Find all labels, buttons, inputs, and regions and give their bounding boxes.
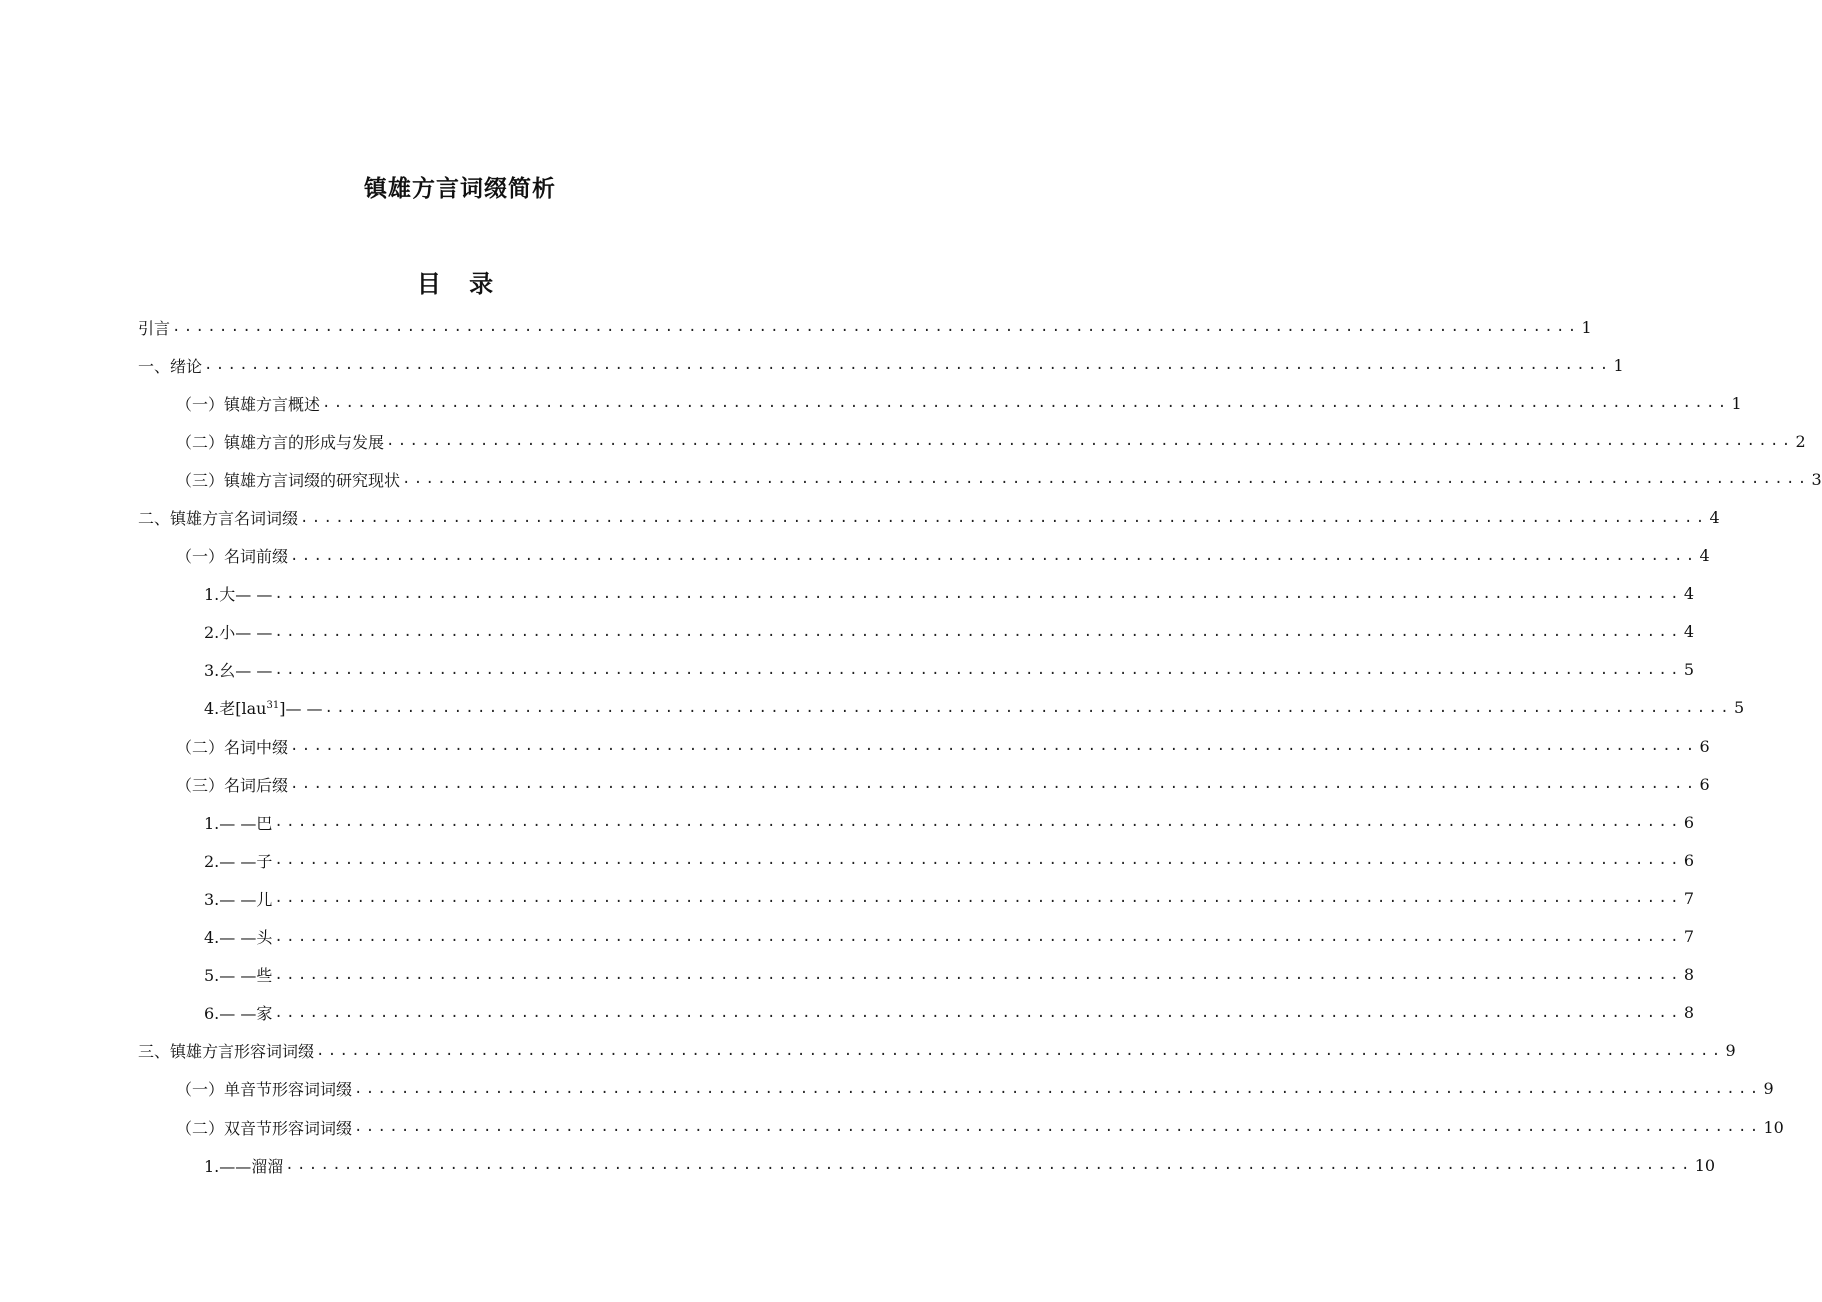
toc-dot-leader: ........................................................................................................................ [290, 547, 1698, 564]
toc-entry-label: 6.— —家 [204, 1004, 273, 1024]
toc-entry-label: 引言 [138, 318, 171, 338]
toc-entry-label: （一）单音节形容词词缀 [176, 1080, 353, 1100]
toc-entry-label: （三）镇雄方言词缀的研究现状 [176, 470, 401, 490]
toc-dot-leader: ........................................................................................................................ [274, 852, 1682, 869]
toc-dot-leader: ........................................................................................................................ [316, 1042, 1724, 1059]
toc-dot-leader: ........................................................................................................................ [402, 471, 1810, 488]
toc-page-number: 7 [1683, 927, 1694, 947]
toc-entry[interactable] [138, 460, 1822, 498]
toc-entry[interactable] [138, 765, 1710, 803]
table-of-contents [138, 308, 1822, 1184]
toc-entry-label: 2.— —子 [204, 851, 273, 871]
toc-entry-label-rest: ]— — [279, 699, 323, 719]
toc-heading: 目 录 [416, 270, 504, 298]
toc-entry-label: 2.小— — [204, 623, 273, 643]
toc-page-number: 1 [1581, 317, 1592, 337]
tone-superscript: 31 [266, 700, 280, 712]
toc-dot-leader: ........................................................................................................................ [354, 1080, 1762, 1097]
toc-entry-label: 1.— —巴 [204, 813, 273, 833]
toc-page-number: 8 [1683, 1003, 1694, 1023]
toc-page-number: 6 [1683, 812, 1694, 832]
toc-entry-label: 1.大— — [204, 585, 273, 605]
toc-page-number: 10 [1694, 1155, 1716, 1175]
toc-page-number: 4 [1699, 546, 1710, 566]
toc-page-number: 8 [1683, 965, 1694, 985]
toc-dot-leader: ........................................................................................................................ [324, 699, 1732, 716]
toc-page-number: 2 [1795, 431, 1806, 451]
toc-page-number: 9 [1763, 1079, 1774, 1099]
toc-entry[interactable] [138, 498, 1720, 536]
toc-entry[interactable] [138, 1146, 1716, 1184]
toc-entry[interactable] [138, 956, 1694, 994]
toc-entry[interactable] [138, 1108, 1784, 1146]
toc-dot-leader: ........................................................................................................................ [204, 357, 1612, 374]
toc-entry-label: （一）名词前缀 [176, 547, 289, 567]
toc-dot-leader: ........................................................................................................................ [354, 1119, 1762, 1136]
toc-page-number: 6 [1699, 736, 1710, 756]
toc-entry[interactable] [138, 422, 1806, 460]
toc-page-number: 10 [1763, 1117, 1784, 1137]
toc-entry[interactable] [138, 613, 1694, 651]
toc-entry-label: 一、绪论 [138, 356, 203, 376]
toc-dot-leader: ........................................................................................................................ [274, 928, 1682, 945]
toc-entry-label [204, 696, 323, 719]
toc-entry[interactable] [138, 1070, 1774, 1108]
toc-entry[interactable] [138, 308, 1592, 346]
toc-page-number: 4 [1683, 622, 1694, 642]
toc-entry[interactable] [138, 1032, 1736, 1070]
toc-entry[interactable] [138, 879, 1694, 917]
toc-entry[interactable] [138, 727, 1710, 765]
toc-dot-leader: ........................................................................................................................ [274, 623, 1682, 640]
toc-entry-label: （一）镇雄方言概述 [176, 394, 321, 414]
toc-entry[interactable] [138, 689, 1745, 727]
toc-entry[interactable] [138, 384, 1742, 422]
toc-entry-label: （二）镇雄方言的形成与发展 [176, 432, 385, 452]
toc-page-number: 6 [1683, 850, 1694, 870]
toc-dot-leader: ........................................................................................................................ [172, 319, 1580, 336]
toc-page-number: 1 [1613, 355, 1624, 375]
toc-page-number: 5 [1734, 698, 1745, 718]
toc-entry[interactable] [138, 841, 1694, 879]
toc-entry[interactable] [138, 346, 1624, 384]
toc-dot-leader: ........................................................................................................................ [274, 1004, 1682, 1021]
toc-dot-leader: ........................................................................................................................ [290, 738, 1698, 755]
toc-page-number: 4 [1683, 584, 1694, 604]
toc-page-number: 3 [1811, 469, 1822, 489]
toc-dot-leader: ........................................................................................................................ [322, 395, 1730, 412]
toc-page-number: 1 [1731, 393, 1742, 413]
toc-entry-label: （三）名词后缀 [176, 775, 289, 795]
toc-entry-label: （二）双音节形容词词缀 [176, 1118, 353, 1138]
toc-dot-leader: ........................................................................................................................ [290, 776, 1698, 793]
document-title: 镇雄方言词缀简析 [364, 176, 556, 202]
toc-entry-label: （二）名词中缀 [176, 737, 289, 757]
toc-entry-label: 5.— —些 [204, 966, 273, 986]
toc-dot-leader: ........................................................................................................................ [274, 814, 1682, 831]
toc-entry[interactable] [138, 575, 1694, 613]
toc-entry-label: 三、镇雄方言形容词词缀 [138, 1042, 315, 1062]
toc-page-number: 7 [1683, 888, 1694, 908]
toc-dot-leader: ........................................................................................................................ [274, 661, 1682, 678]
toc-entry-label-main: 4.老[lau [204, 699, 267, 719]
toc-entry-label: 二、镇雄方言名词词缀 [138, 509, 299, 529]
toc-dot-leader: ........................................................................................................................ [386, 433, 1794, 450]
toc-page-number: 6 [1699, 774, 1710, 794]
toc-entry[interactable] [138, 537, 1710, 575]
toc-dot-leader: ........................................................................................................................ [274, 585, 1682, 602]
toc-dot-leader: ........................................................................................................................ [274, 890, 1682, 907]
toc-entry-label: 3.— —儿 [204, 889, 273, 909]
toc-entry[interactable] [138, 994, 1694, 1032]
toc-entry[interactable] [138, 803, 1694, 841]
toc-page-number: 5 [1683, 660, 1694, 680]
toc-page-number: 4 [1709, 508, 1720, 528]
toc-entry-label: 3.幺— — [204, 661, 273, 681]
toc-dot-leader: ........................................................................................................................ [285, 1157, 1693, 1174]
toc-dot-leader: ........................................................................................................................ [274, 966, 1682, 983]
toc-entry[interactable] [138, 651, 1694, 689]
toc-entry-label: 4.— —头 [204, 928, 273, 948]
toc-dot-leader: ........................................................................................................................ [300, 509, 1708, 526]
toc-page-number: 9 [1725, 1041, 1736, 1061]
toc-entry-label: 1.——溜溜 [204, 1156, 284, 1176]
toc-entry[interactable] [138, 918, 1694, 956]
